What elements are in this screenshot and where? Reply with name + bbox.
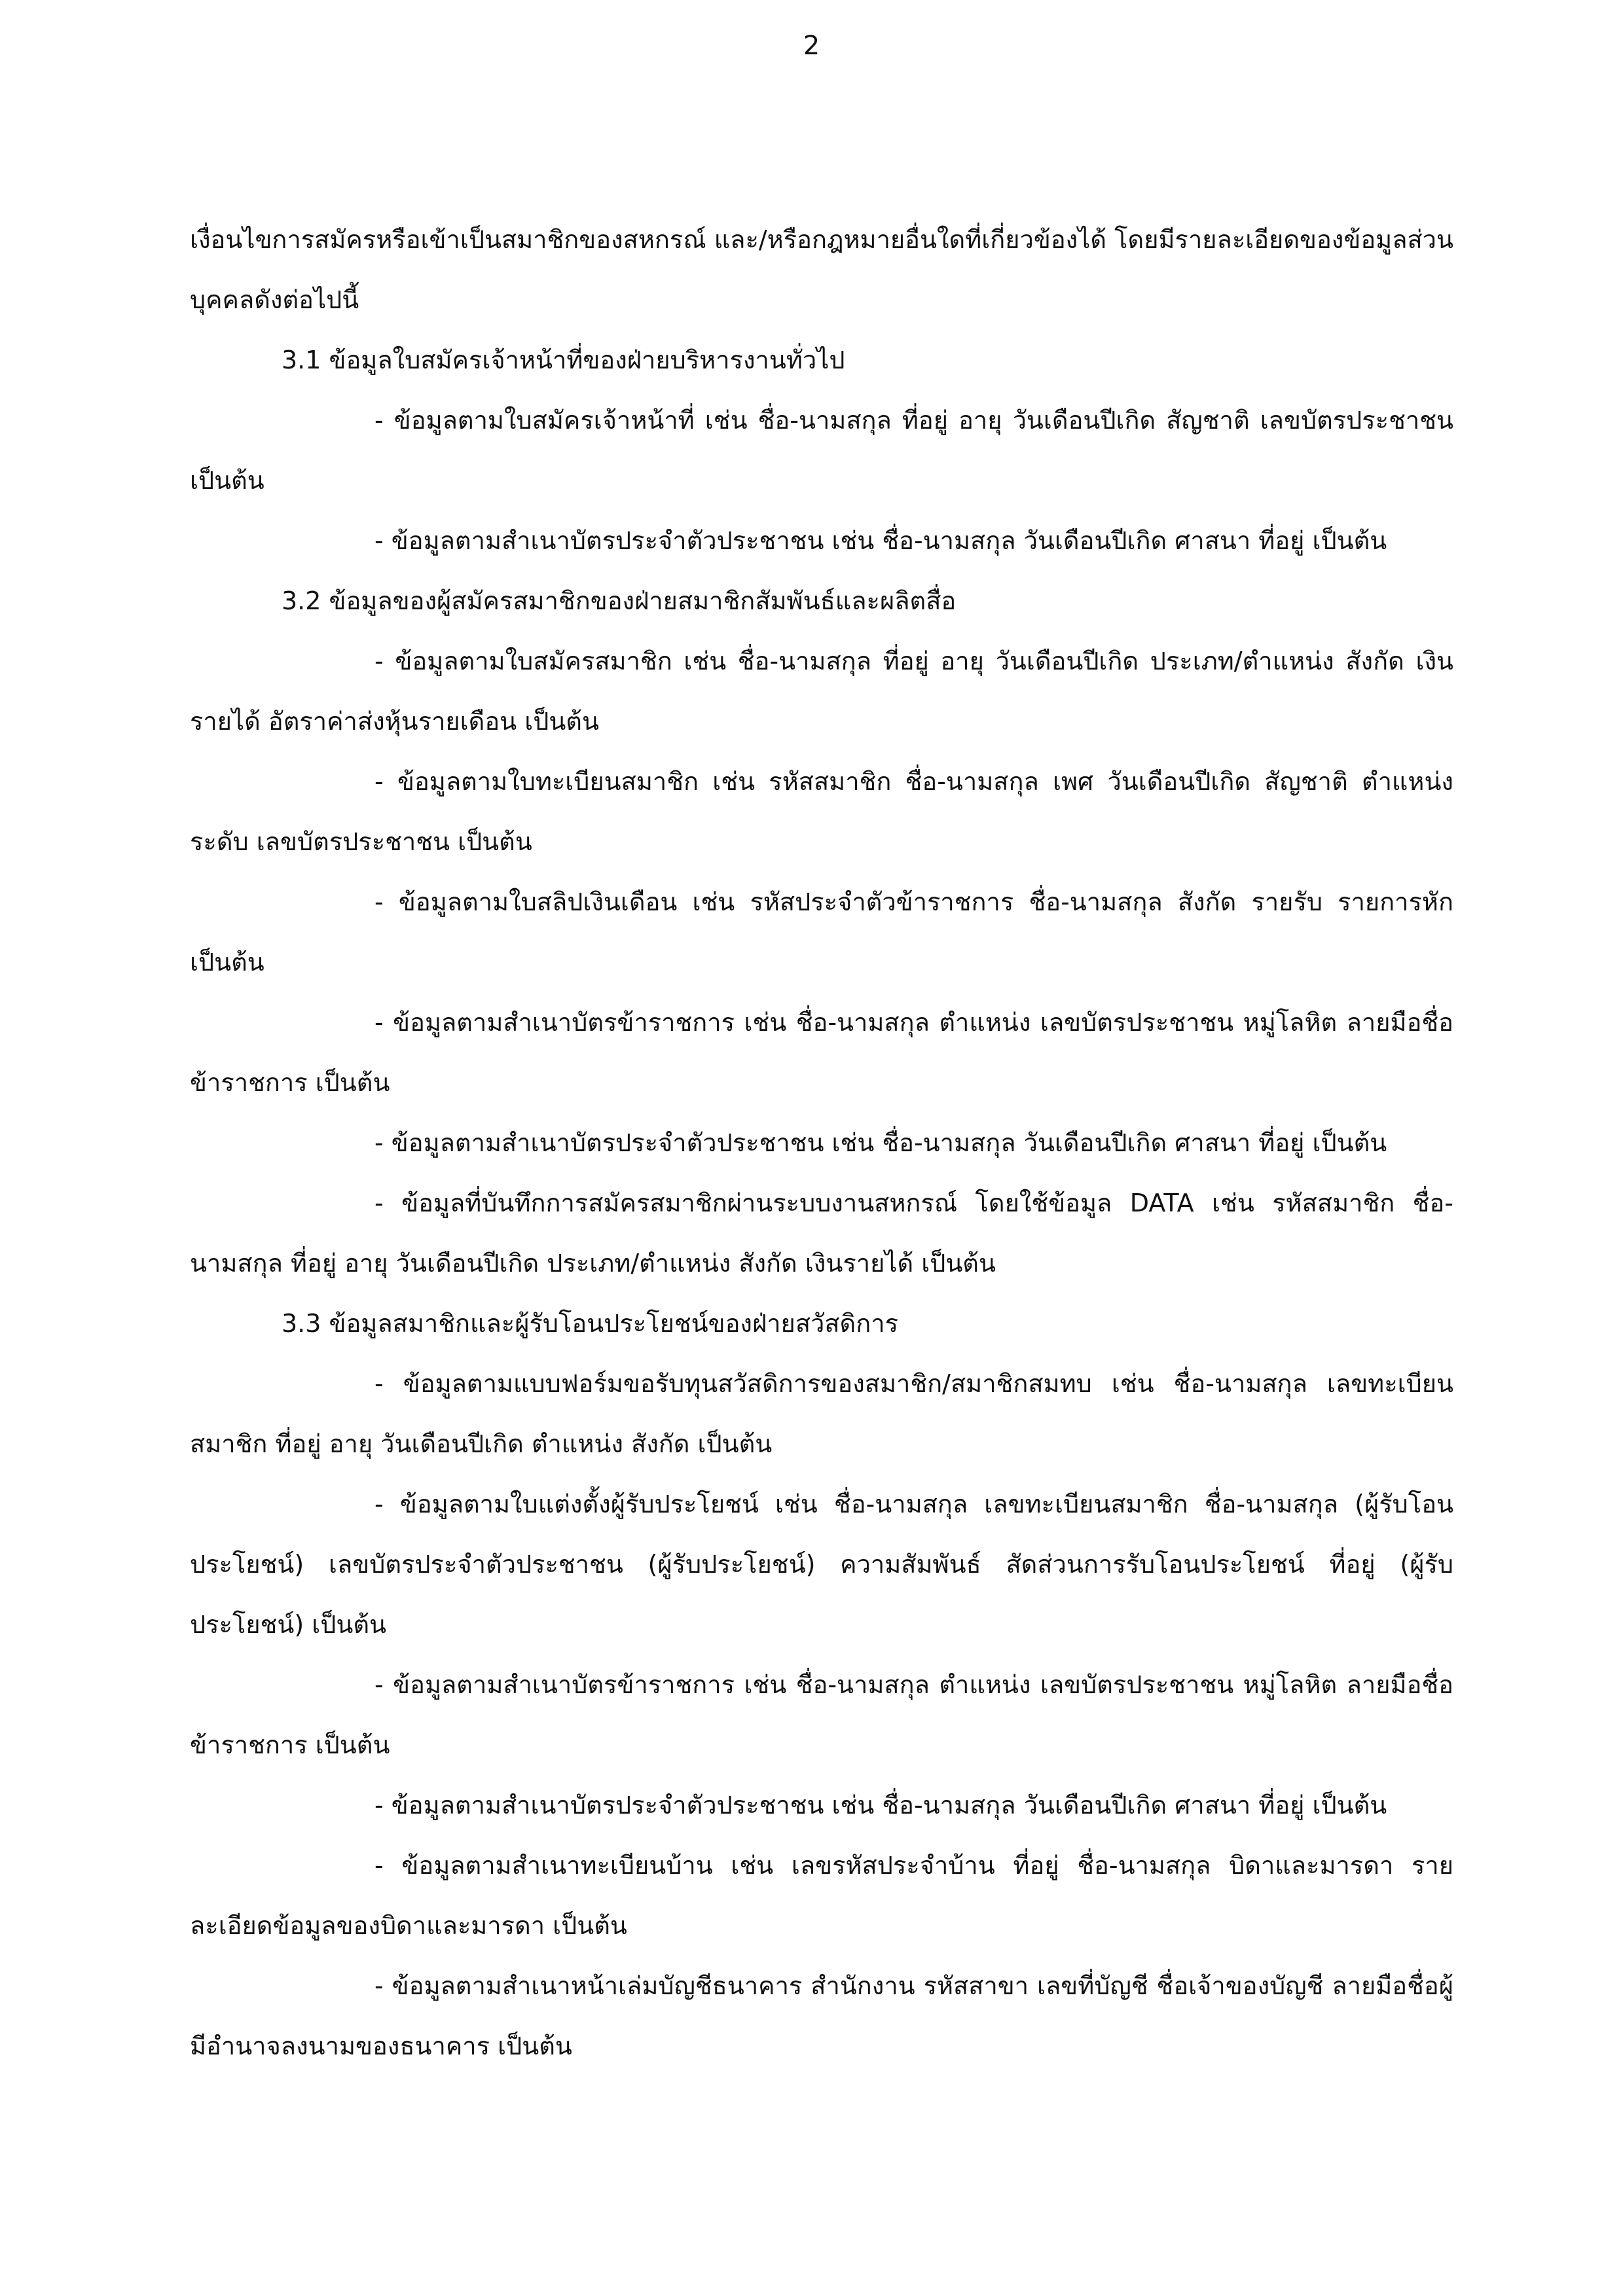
page-number: 2 (803, 31, 820, 61)
section-3-1-item: - ข้อมูลตามสำเนาบัตรประจำตัวประชาชน เช่น ชื่อ-นามสกุล วันเดือนปีเกิด ศาสนา ที่อยู่ เป็นต้น (374, 526, 1387, 555)
section-3-1-item: - ข้อมูลตามใบสมัครเจ้าหน้าที่ เช่น ชื่อ-นามสกุล ที่อยู่ อายุ วันเดือนปีเกิด สัญชาติ เลขบัตรประชาชน เป็นต้น (190, 406, 1453, 495)
section-3-3-item: - ข้อมูลตามแบบฟอร์มขอรับทุนสวัสดิการของสมาชิก/สมาชิกสมทบ เช่น ชื่อ-นามสกุล เลขทะเบียนสมาชิก ที่อยู่ อายุ วันเดือนปีเกิด ตำแหน่ง สังกัด เป็นต้น (190, 1369, 1453, 1458)
section-3-3-item: - ข้อมูลตามสำเนาบัตรประจำตัวประชาชน เช่น ชื่อ-นามสกุล วันเดือนปีเกิด ศาสนา ที่อยู่ เป็นต้น (374, 1791, 1387, 1820)
section-heading-3-1: 3.1 ข้อมูลใบสมัครเจ้าหน้าที่ของฝ่ายบริหารงานทั่วไป (282, 346, 845, 374)
section-3-3-item: - ข้อมูลตามสำเนาทะเบียนบ้าน เช่น เลขรหัสประจำบ้าน ที่อยู่ ชื่อ-นามสกุล บิดาและมารดา รายละเอียดข้อมูลของบิดาและมารดา เป็นต้น (190, 1851, 1453, 1940)
section-3-2-item: - ข้อมูลที่บันทึกการสมัครสมาชิกผ่านระบบงานสหกรณ์ โดยใช้ข้อมูล DATA เช่น รหัสสมาชิก ชื่อ-นามสกุล ที่อยู่ อายุ วันเดือนปีเกิด ประเภท/ตำแหน่ง สังกัด เงินรายได้ เป็นต้น (190, 1189, 1453, 1278)
section-3-2-item: - ข้อมูลตามใบทะเบียนสมาชิก เช่น รหัสสมาชิก ชื่อ-นามสกุล เพศ วันเดือนปีเกิด สัญชาติ ตำแหน่ง ระดับ เลขบัตรประชาชน เป็นต้น (190, 767, 1453, 856)
section-heading-3-3: 3.3 ข้อมูลสมาชิกและผู้รับโอนประโยชน์ของฝ่ายสวัสดิการ (282, 1309, 898, 1338)
section-3-3-item: - ข้อมูลตามสำเนาบัตรข้าราชการ เช่น ชื่อ-นามสกุล ตำแหน่ง เลขบัตรประชาชน หมู่โลหิต ลายมือชื่อข้าราชการ เป็นต้น (190, 1670, 1454, 1759)
section-3-2-item: - ข้อมูลตามสำเนาบัตรข้าราชการ เช่น ชื่อ-นามสกุล ตำแหน่ง เลขบัตรประชาชน หมู่โลหิต ลายมือชื่อข้าราชการ เป็นต้น (190, 1008, 1454, 1097)
intro-paragraph: เงื่อนไขการสมัครหรือเข้าเป็นสมาชิกของสหกรณ์ และ/หรือกฎหมายอื่นใดที่เกี่ยวข้องได้ โดยมีรายละเอียดของข้อมูลส่วนบุคคลดังต่อไปนี้ (190, 225, 1453, 314)
section-3-2-item: - ข้อมูลตามใบสลิปเงินเดือน เช่น รหัสประจำตัวข้าราชการ ชื่อ-นามสกุล สังกัด รายรับ รายการหัก เป็นต้น (190, 888, 1453, 977)
section-heading-3-2: 3.2 ข้อมูลของผู้สมัครสมาชิกของฝ่ายสมาชิกสัมพันธ์และผลิตสื่อ (282, 586, 957, 615)
section-3-2-item: - ข้อมูลตามใบสมัครสมาชิก เช่น ชื่อ-นามสกุล ที่อยู่ อายุ วันเดือนปีเกิด ประเภท/ตำแหน่ง สังกัด เงินรายได้ อัตราค่าส่งหุ้นรายเดือน เป็นต้น (190, 647, 1453, 736)
section-3-3-item: - ข้อมูลตามสำเนาหน้าเล่มบัญชีธนาคาร สำนักงาน รหัสสาขา เลขที่บัญชี ชื่อเจ้าของบัญชี ลายมือชื่อผู้มีอำนาจลงนามของธนาคาร เป็นต้น (190, 1971, 1453, 2060)
section-3-2-item: - ข้อมูลตามสำเนาบัตรประจำตัวประชาชน เช่น ชื่อ-นามสกุล วันเดือนปีเกิด ศาสนา ที่อยู่ เป็นต้น (374, 1128, 1387, 1157)
document-body (190, 209, 1453, 2076)
section-3-3-item: - ข้อมูลตามใบแต่งตั้งผู้รับประโยชน์ เช่น ชื่อ-นามสกุล เลขทะเบียนสมาชิก ชื่อ-นามสกุล (ผู้รับโอนประโยชน์) เลขบัตรประจำตัวประชาชน (ผู้รับประโยชน์) ความสัมพันธ์ สัดส่วนการรับโอนประโยชน์ ที่อยู่ (ผู้รับประโยชน์) เป็นต้น (190, 1490, 1453, 1639)
